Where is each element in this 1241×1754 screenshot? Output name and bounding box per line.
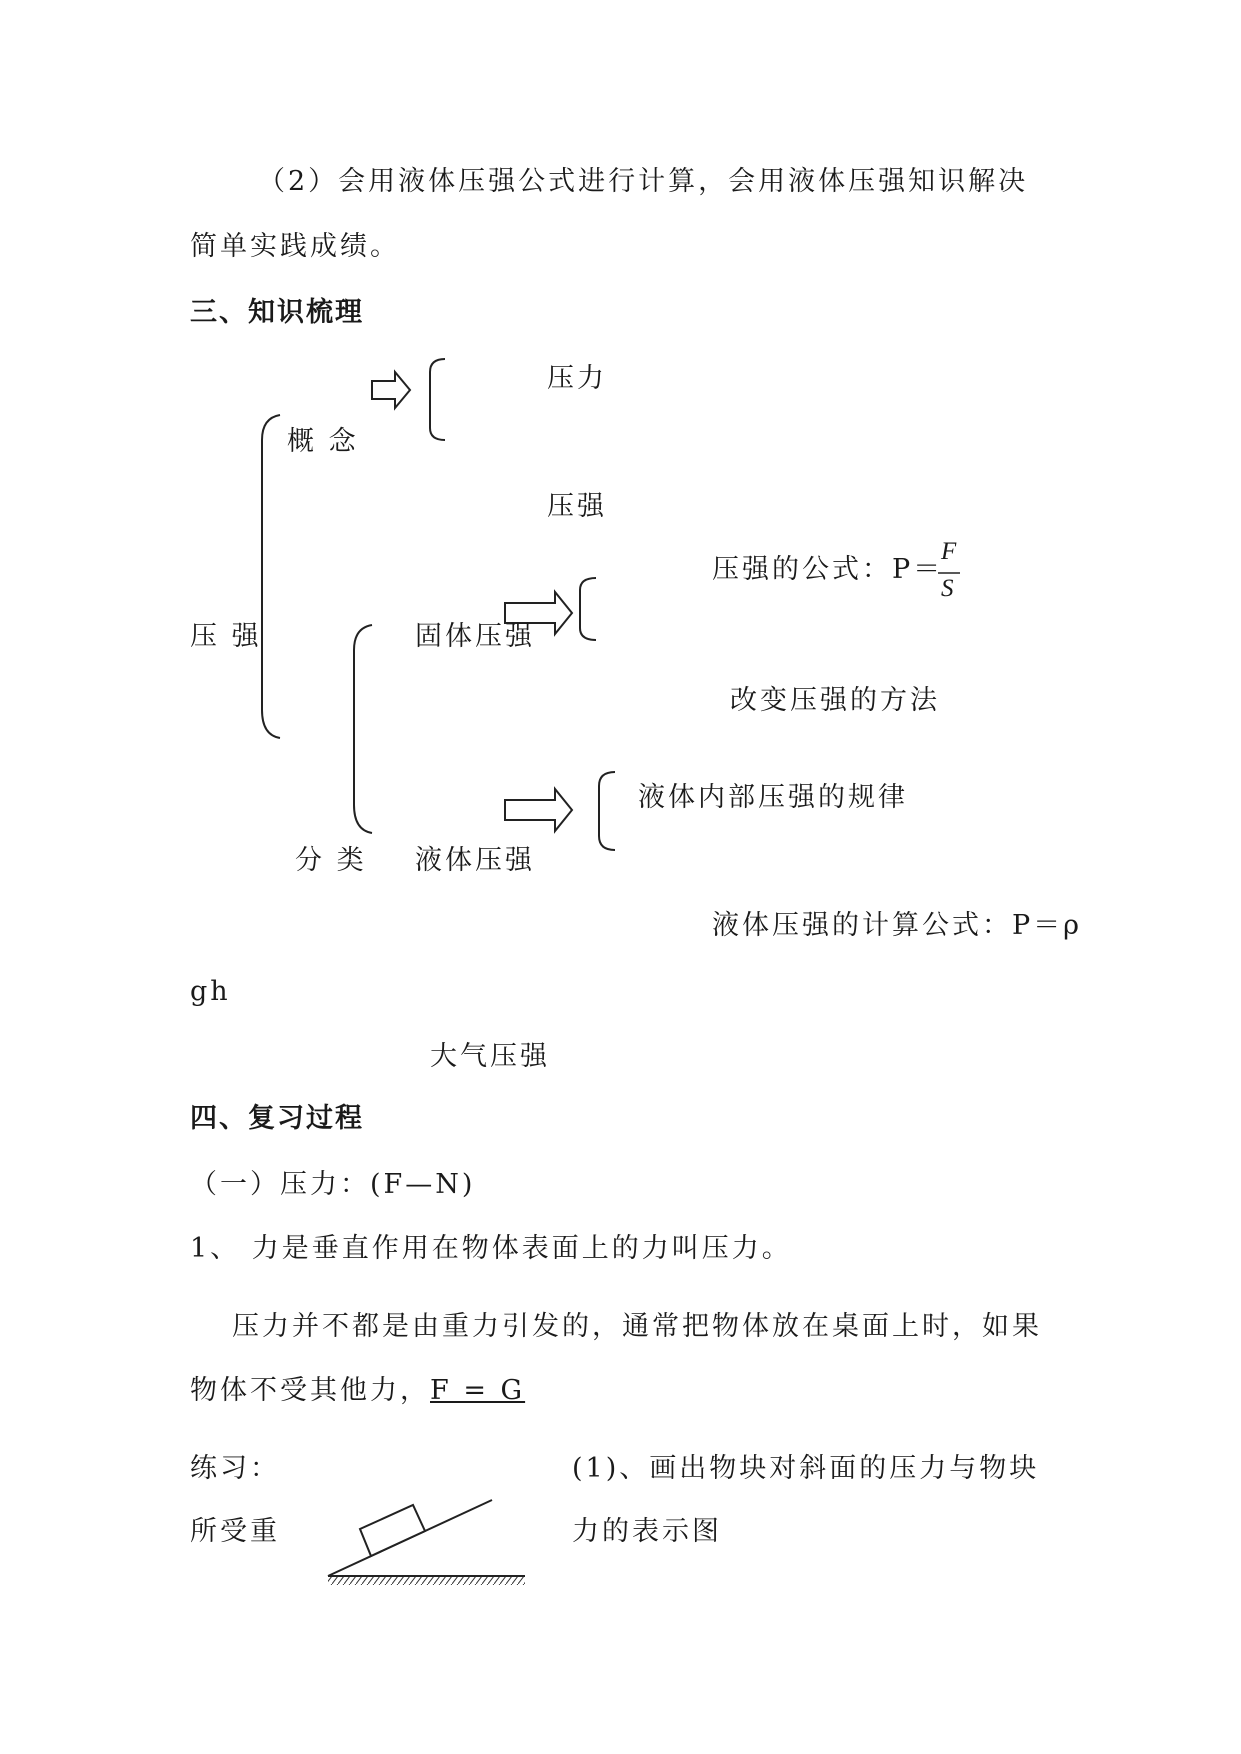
node-atmospheric: 大气压强 xyxy=(430,1041,550,1072)
arrow-icon xyxy=(372,372,410,408)
bracket-solid xyxy=(580,578,596,640)
subsection-1: （一）压力：(F—N) xyxy=(190,1169,476,1200)
formula-denominator: S xyxy=(941,575,954,602)
exercise-question-line-2: 力的表示图 xyxy=(572,1516,722,1547)
node-liquid-rule: 液体内部压强的规律 xyxy=(638,782,908,813)
node-formula: 压强的公式：P＝ xyxy=(712,554,944,585)
section-4-title: 四、复习过程 xyxy=(190,1103,364,1134)
ground-hatch xyxy=(328,1577,525,1585)
section-3-title: 三、知识梳理 xyxy=(190,297,364,328)
bracket-root xyxy=(262,415,280,738)
node-liquid-formula: 液体压强的计算公式：P＝ρ xyxy=(712,910,1083,941)
node-solid-pressure: 固体压强 xyxy=(415,621,535,652)
exercise-label-2: 所受重 xyxy=(190,1516,280,1547)
paragraph-line-2 xyxy=(190,1374,525,1408)
item-1: 1、 力是垂直作用在物体表面上的力叫压力。 xyxy=(190,1233,792,1264)
node-classify: 分 类 xyxy=(295,845,367,876)
node-change-method: 改变压强的方法 xyxy=(730,685,940,716)
objective-line-1: （2）会用液体压强公式进行计算，会用液体压强知识解决 xyxy=(258,166,1029,197)
objective-line-2: 简单实践成绩。 xyxy=(190,231,400,262)
node-liquid-pressure: 液体压强 xyxy=(415,845,535,876)
bracket-classify xyxy=(354,625,372,833)
node-liquid-formula-cont: gh xyxy=(190,976,231,1007)
node-pressure-force: 压力 xyxy=(547,363,607,394)
node-pressure: 压强 xyxy=(547,491,607,522)
exercise-question-line-1: (1)、画出物块对斜面的压力与物块 xyxy=(572,1453,1040,1484)
arrow-icon xyxy=(505,789,572,831)
block-on-incline xyxy=(360,1505,425,1556)
formula-f-equals-g: F = G xyxy=(430,1375,526,1406)
bracket-concept xyxy=(430,359,445,440)
formula-numerator: F xyxy=(941,538,957,565)
paragraph-line-1: 压力并不都是由重力引发的，通常把物体放在桌面上时，如果 xyxy=(232,1311,1042,1342)
incline-figure xyxy=(320,1488,540,1598)
bracket-liquid xyxy=(599,772,615,850)
paragraph-line-2-prefix: 物体不受其他力， xyxy=(190,1375,430,1406)
node-root: 压 强 xyxy=(190,621,262,652)
node-concept: 概 念 xyxy=(287,426,359,457)
exercise-label: 练习： xyxy=(190,1453,280,1484)
